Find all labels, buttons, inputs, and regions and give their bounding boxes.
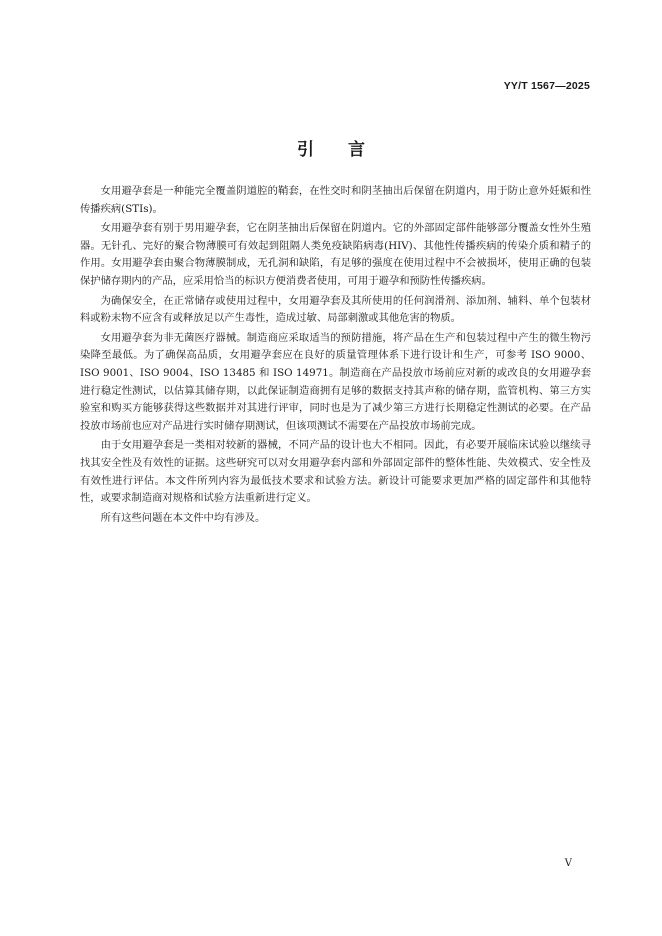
body-text [80,183,591,527]
paragraph: 由于女用避孕套是一类相对较新的器械，不同产品的设计也大不相同。因此，有必要开展临床试验以继续寻找其安全性及有效性的证据。这些研究可以对女用避孕套内部和外部固定部件的整体性能、失效模式、安全性及有效性进行评估。本文件所列内容为最低技术要求和试验方法。新设计可能要求更加严格的固定部件和其他特性，或要求制造商对规格和试验方法重新进行定义。 [80,439,591,505]
paragraph: 女用避孕套有别于男用避孕套，它在阴茎抽出后保留在阴道内。它的外部固定部件能够部分覆盖女性外生殖器。无针孔、完好的聚合物薄膜可有效起到阻隔人类免疫缺陷病毒(HIV)、其他性传播疾病的传染介质和精子的作用。女用避孕套由聚合物薄膜制成，无孔洞和缺陷，有足够的强度在使用过程中不会被损坏，使用正确的包装保护储存期内的产品，应采用恰当的标识方便消费者使用，可用于避孕和预防性传播疾病。 [80,222,591,287]
page-number: V [564,858,572,869]
paragraph: 女用避孕套为非无菌医疗器械。制造商应采取适当的预防措施，将产品在生产和包装过程中产生的微生物污染降至最低。为了确保高品质，女用避孕套应在良好的质量管理体系下进行设计和生产，可参考 ISO 9000、ISO 9001、ISO 9004、ISO 13485 和 ISO 14971。制造商在产品投放市场前应对新的或改良的女用避孕套进行稳定性测试，以估算其储存期，以此保证制造商拥有足够的数据支持其声称的储存期，监管机构、第三方实验室和购买方能够获得这些数据并对其进行评审，同时也是为了减少第三方进行长期稳定性测试的必要。在产品投放市场前也应对产品进行实时储存期测试，但该项测试不需要在产品投放市场前完成。 [80,331,591,432]
paragraph: 所有这些问题在本文件中均有涉及。 [100,511,266,524]
standard-code: YY/T 1567—2025 [503,80,590,92]
paragraph: 女用避孕套是一种能完全覆盖阴道腔的鞘套，在性交时和阴茎抽出后保留在阴道内，用于防止意外妊娠和性传播疾病(STIs)。 [80,185,591,215]
page-title: 引言 [297,140,399,160]
paragraph: 为确保安全，在正常储存或使用过程中，女用避孕套及其所使用的任何润滑剂、添加剂、辅料、单个包装材料或粉末物不应含有或释放足以产生毒性，造成过敏、局部刺激或其他危害的物质。 [80,294,591,325]
